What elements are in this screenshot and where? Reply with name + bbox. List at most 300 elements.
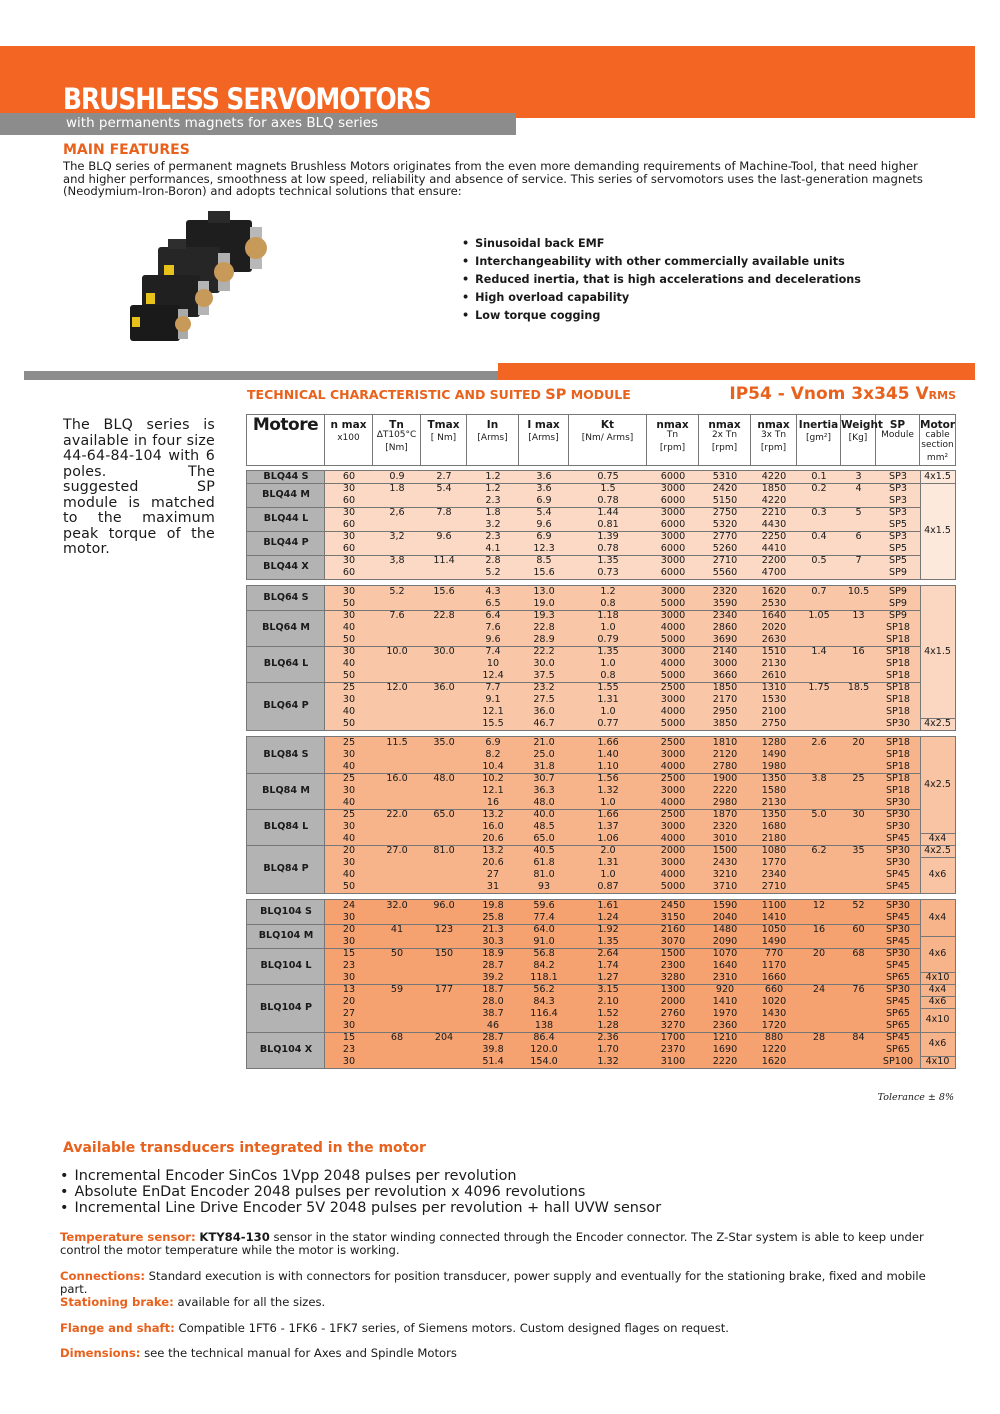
table-cell: 50 [342, 718, 356, 729]
cable-section-cell: 4x6 [928, 869, 947, 880]
table-cell: 2,6 [389, 507, 405, 518]
table-cell: 5310 [712, 471, 738, 482]
table-cell: 13 [342, 984, 356, 995]
table-cell: 3000 [712, 658, 738, 669]
table-cell: 5560 [712, 567, 738, 578]
motor-model-label: BLQ84 M [262, 785, 310, 796]
table-cell: 30 [342, 972, 356, 983]
table-cell: SP45 [885, 912, 911, 923]
table-cell: SP5 [889, 555, 907, 566]
column-header: In [Arms] [467, 415, 519, 465]
motor-model-label: BLQ104 L [260, 960, 312, 971]
table-cell: 1.4 [811, 646, 827, 657]
table-cell: 2500 [660, 682, 686, 693]
table-row [247, 634, 955, 646]
table-cell: 7.4 [485, 646, 501, 657]
table-cell: 48.0 [533, 797, 555, 808]
cable-section-cell: 4x4 [928, 984, 947, 995]
table-cell: 16.0 [386, 773, 408, 784]
table-cell: 6.2 [811, 845, 827, 856]
table-cell: 4000 [660, 761, 686, 772]
note-text: sensor in the stator winding connected through the Encoder connector. The Z-Star system is able to keep under control the motor temperature while the motor is working. [60, 1230, 924, 1257]
table-cell: 3 [855, 471, 862, 482]
table-cell: 40.5 [533, 845, 555, 856]
table-row [247, 555, 955, 567]
cable-section-cell: 4x1.5 [924, 646, 951, 657]
table-row [247, 996, 955, 1008]
table-cell: 24 [812, 984, 826, 995]
table-cell: 96.0 [433, 900, 455, 911]
table-cell: 1.10 [597, 761, 619, 772]
table-cell: 48.0 [433, 773, 455, 784]
table-cell: 2200 [761, 555, 787, 566]
table-cell: 0.1 [811, 471, 827, 482]
cable-section-cell: 4x4 [928, 912, 947, 923]
table-cell: 0.8 [600, 670, 616, 681]
feature-item: • Sinusoidal back EMF [462, 235, 861, 253]
table-cell: 3000 [660, 646, 686, 657]
table-cell: 12.0 [386, 682, 408, 693]
table-cell: SP65 [885, 1008, 911, 1019]
table-cell: 30 [852, 809, 865, 820]
table-cell: 1100 [761, 900, 787, 911]
table-row [247, 936, 955, 948]
table-cell: 123 [434, 924, 454, 935]
table-cell: 30 [342, 694, 356, 705]
table-cell: 2320 [712, 821, 738, 832]
table-cell: 5.2 [485, 567, 501, 578]
cable-section-cell: 4x2.5 [924, 845, 951, 856]
table-cell: SP30 [885, 924, 911, 935]
table-cell: 18.9 [482, 948, 504, 959]
transducer-item: • Incremental Line Drive Encoder 5V 2048 pulses per revolution + hall UVW sensor [60, 1200, 661, 1216]
table-cell: 3.8 [811, 773, 827, 784]
table-cell: 7.7 [485, 682, 501, 693]
table-cell: 1.32 [597, 785, 619, 796]
table-cell: 2750 [712, 507, 738, 518]
table-cell: 177 [434, 984, 454, 995]
table-cell: 2340 [761, 869, 787, 880]
table-row [247, 912, 955, 924]
table-cell: 3000 [660, 586, 686, 597]
table-cell: SP3 [889, 483, 907, 494]
table-cell: 3000 [660, 507, 686, 518]
table-cell: 0.4 [811, 531, 827, 542]
table-cell: 5.4 [436, 483, 452, 494]
motor-model-label: BLQ104 P [260, 1002, 312, 1013]
table-cell: 16 [486, 797, 500, 808]
table-cell: 880 [764, 1032, 784, 1043]
table-cell: 1.0 [600, 658, 616, 669]
column-header: Kt [Nm/ Arms] [569, 415, 647, 465]
cable-section-cell: 4x1.5 [924, 525, 951, 536]
table-row [247, 531, 955, 543]
table-cell: SP30 [885, 845, 911, 856]
main-features-title: MAIN FEATURES [63, 142, 190, 158]
column-header: Motor cable section mm² [920, 419, 956, 463]
table-cell: 20.6 [482, 857, 504, 868]
table-cell: 1590 [712, 900, 738, 911]
table-cell: 3.2 [485, 519, 501, 530]
table-cell: 2250 [761, 531, 787, 542]
table-cell: 48.5 [533, 821, 555, 832]
cable-section-cell: 4x1.5 [924, 471, 951, 482]
note-text: Compatible 1FT6 - 1FK6 - 1FK7 series, of Siemens motors. Custom designed flages on request. [174, 1321, 729, 1335]
table-cell: 50 [390, 948, 404, 959]
table-cell: 59 [390, 984, 404, 995]
table-cell: 1970 [712, 1008, 738, 1019]
table-cell: 1.2 [600, 586, 616, 597]
table-cell: 60 [342, 495, 356, 506]
table-row [247, 900, 955, 912]
table-cell: 0.8 [600, 598, 616, 609]
table-cell: 2710 [712, 555, 738, 566]
table-cell: 1480 [712, 924, 738, 935]
table-cell: 2130 [761, 797, 787, 808]
table-row [247, 658, 955, 670]
motor-model-label: BLQ84 P [263, 863, 309, 874]
note-text: see the technical manual for Axes and Spindle Motors [140, 1346, 457, 1360]
transducer-item: • Absolute EnDat Encoder 2048 pulses per revolution x 4096 revolutions [60, 1184, 661, 1200]
table-cell: 27.5 [533, 694, 555, 705]
table-cell: 31.8 [533, 761, 555, 772]
table-cell: 37.5 [533, 670, 555, 681]
table-cell: SP3 [889, 495, 907, 506]
table-cell: 1300 [660, 984, 686, 995]
table-cell: 16 [852, 646, 865, 657]
note-stationing-brake [60, 1296, 940, 1309]
table-row [247, 519, 955, 531]
table-header [246, 414, 956, 466]
note-text: Standard execution is with connectors for position transducer, power supply and eventually for the stationing brake, fixed and mobile part. [60, 1269, 926, 1296]
table-cell: 9.6 [536, 519, 552, 530]
table-cell: 1810 [712, 737, 738, 748]
table-cell: 15 [342, 1032, 356, 1043]
tech-title-sp: SP [545, 387, 567, 403]
table-cell: 30 [342, 586, 356, 597]
features-list [462, 235, 861, 325]
table-cell: SP18 [885, 706, 911, 717]
table-cell: 1.0 [600, 869, 616, 880]
table-cell: 30 [342, 646, 356, 657]
table-cell: 25 [852, 773, 865, 784]
table-cell: SP45 [885, 996, 911, 1007]
table-row [247, 869, 955, 881]
table-cell: 25 [342, 682, 356, 693]
table-cell: 30 [342, 1020, 356, 1031]
table-cell: 28.0 [482, 996, 504, 1007]
column-header: n max x100 [325, 415, 373, 465]
table-cell: 1.55 [597, 682, 619, 693]
table-cell: SP30 [885, 857, 911, 868]
table-cell: 5 [855, 507, 862, 518]
table-cell: 1490 [761, 749, 787, 760]
table-cell: 2160 [660, 924, 686, 935]
table-cell: 4410 [761, 543, 787, 554]
table-cell: SP30 [885, 984, 911, 995]
table-cell: 30 [342, 936, 356, 947]
tolerance-note: Tolerance ± 8% [877, 1092, 954, 1103]
table-cell: 35.0 [433, 737, 455, 748]
table-cell: 1350 [761, 773, 787, 784]
table-cell: 6000 [660, 471, 686, 482]
column-header: Inertia [gm²] [797, 415, 841, 465]
table-cell: 1410 [761, 912, 787, 923]
table-cell: 0.5 [811, 555, 827, 566]
table-cell: SP5 [889, 543, 907, 554]
ip-rating-text: IP54 - Vnom 3x345 V [729, 384, 929, 404]
table-cell: 150 [434, 948, 454, 959]
table-cell: 5000 [660, 718, 686, 729]
table-cell: 1530 [761, 694, 787, 705]
table-cell: SP30 [885, 900, 911, 911]
table-cell: 2020 [761, 622, 787, 633]
table-cell: 1.31 [597, 694, 619, 705]
cable-section-cell: 4x2.5 [924, 718, 951, 729]
table-cell: 1.0 [600, 797, 616, 808]
table-cell: 3270 [660, 1020, 686, 1031]
table-cell: 6.4 [485, 610, 501, 621]
cable-section-cell: 4x10 [925, 972, 950, 983]
table-cell: 118.1 [530, 972, 558, 983]
note-label: Connections: [60, 1269, 145, 1283]
table-cell: SP9 [889, 567, 907, 578]
table-cell: 10 [486, 658, 500, 669]
table-row [247, 737, 955, 749]
table-cell: 1720 [761, 1020, 787, 1031]
table-cell: 28.9 [533, 634, 555, 645]
table-cell: 1.06 [597, 833, 619, 844]
table-cell: 2.36 [597, 1032, 619, 1043]
table-cell: 5260 [712, 543, 738, 554]
table-cell: 60 [342, 567, 356, 578]
table-cell: 0.2 [811, 483, 827, 494]
table-cell: SP3 [889, 507, 907, 518]
motor-model-label: BLQ64 S [263, 592, 309, 603]
table-cell: 10.5 [847, 586, 870, 597]
table-cell: 1070 [712, 948, 738, 959]
table-cell: 0.81 [597, 519, 619, 530]
note-connections [60, 1270, 940, 1295]
table-cell: 1410 [712, 996, 738, 1007]
table-cell: 2.3 [485, 495, 501, 506]
note-label: Flange and shaft: [60, 1321, 175, 1335]
table-cell: 3210 [712, 869, 738, 880]
table-cell: 22.8 [433, 610, 455, 621]
table-cell: 3.6 [536, 471, 552, 482]
table-cell: 1.2 [485, 483, 501, 494]
table-cell: 2430 [712, 857, 738, 868]
table-row [247, 694, 955, 706]
table-cell: 3000 [660, 749, 686, 760]
motor-model-label: BLQ84 L [263, 821, 309, 832]
motor-model-label: BLQ104 S [260, 906, 312, 917]
table-cell: 46 [486, 1020, 500, 1031]
table-row [247, 833, 955, 845]
table-cell: 40 [342, 869, 356, 880]
table-cell: 40 [342, 658, 356, 669]
table-cell: 4000 [660, 658, 686, 669]
table-cell: 6 [855, 531, 862, 542]
motor-model-label: BLQ44 S [263, 471, 309, 482]
table-cell: SP3 [889, 531, 907, 542]
table-cell: 154.0 [530, 1056, 558, 1067]
main-features-text: The BLQ series of permanent magnets Brushless Motors originates from the even more demanding requirements of Machine-Tool, that need higher and higher performances, smoothness at low speed, reliability and absence of service. This series of servomotors uses the last-generation magnets (Neodymium-Iron-Boron) and adopts technical solutions that ensure: [63, 159, 923, 198]
table-cell: SP30 [885, 948, 911, 959]
table-cell: 2450 [660, 900, 686, 911]
table-cell: SP45 [885, 833, 911, 844]
motor-model-label: BLQ44 M [262, 489, 310, 500]
table-cell: SP65 [885, 972, 911, 983]
column-header: nmax 3x Tn [rpm] [751, 415, 797, 465]
table-cell: 1.66 [597, 737, 619, 748]
table-cell: 40 [342, 797, 356, 808]
table-cell: 1500 [712, 845, 738, 856]
motor-model-label: BLQ104 X [259, 1044, 313, 1055]
table-cell: 6.9 [485, 737, 501, 748]
table-cell: SP18 [885, 761, 911, 772]
table-cell: 1.37 [597, 821, 619, 832]
table-cell: 30 [342, 749, 356, 760]
note-strong: KTY84-130 [199, 1230, 270, 1244]
table-cell: 2.64 [597, 948, 619, 959]
table-cell: 2760 [660, 1008, 686, 1019]
table-cell: 46.7 [533, 718, 555, 729]
table-cell: 40.0 [533, 809, 555, 820]
table-cell: 15 [342, 948, 356, 959]
table-cell: 1.5 [600, 483, 616, 494]
table-cell: 68 [852, 948, 865, 959]
table-cell: 19.0 [533, 598, 555, 609]
table-row [247, 1032, 955, 1044]
table-cell: 3150 [660, 912, 686, 923]
cable-section-cell: 4x2.5 [924, 779, 951, 790]
table-cell: 1.74 [597, 960, 619, 971]
table-cell: 68 [390, 1032, 404, 1043]
table-row [247, 785, 955, 797]
table-cell: 1.44 [597, 507, 619, 518]
table-row [247, 646, 955, 658]
table-cell: 2340 [712, 610, 738, 621]
table-cell: 20 [342, 996, 356, 1007]
table-cell: 30.0 [533, 658, 555, 669]
table-cell: 0.78 [597, 495, 619, 506]
table-cell: 2.8 [485, 555, 501, 566]
table-cell: 1620 [761, 1056, 787, 1067]
table-cell: 3690 [712, 634, 738, 645]
table-cell: SP18 [885, 737, 911, 748]
table-row [247, 821, 955, 833]
table-cell: SP9 [889, 610, 907, 621]
table-cell: 2500 [660, 773, 686, 784]
table-cell: 920 [715, 984, 735, 995]
table-cell: SP45 [885, 869, 911, 880]
table-cell: 77.4 [533, 912, 555, 923]
table-cell: 1980 [761, 761, 787, 772]
table-row [247, 1020, 955, 1032]
table-row [247, 706, 955, 718]
table-cell: 6000 [660, 543, 686, 554]
table-cell: 1.75 [808, 682, 830, 693]
series-description: The BLQ series is available in four size 44-64-84-104 with 6 poles. The suggested SP module is matched to the maximum peak torque of the motor. [63, 417, 215, 557]
table-cell: SP45 [885, 1032, 911, 1043]
table-cell: 2180 [761, 833, 787, 844]
table-cell: 28 [812, 1032, 826, 1043]
table-cell: 32.0 [386, 900, 408, 911]
table-cell: 1.35 [597, 936, 619, 947]
table-cell: 1640 [712, 960, 738, 971]
table-cell: 81.0 [533, 869, 555, 880]
table-cell: 0.3 [811, 507, 827, 518]
cable-section-cell: 4x6 [928, 948, 947, 959]
table-cell: SP18 [885, 773, 911, 784]
table-cell: 22.0 [386, 809, 408, 820]
table-cell: 93 [537, 881, 551, 892]
table-cell: 9.6 [485, 634, 501, 645]
table-cell: 6000 [660, 567, 686, 578]
servomotors-photo [124, 205, 274, 355]
table-cell: 1900 [712, 773, 738, 784]
table-cell: 13.0 [533, 586, 555, 597]
table-cell: 25.0 [533, 749, 555, 760]
table-cell: 30 [342, 857, 356, 868]
column-header: nmax Tn [rpm] [647, 415, 699, 465]
table-cell: 3000 [660, 555, 686, 566]
table-cell: 35 [852, 845, 865, 856]
table-cell: 30.0 [433, 646, 455, 657]
table-cell: 28.7 [482, 1032, 504, 1043]
table-cell: 1.0 [600, 622, 616, 633]
table-cell: 11.4 [433, 555, 455, 566]
table-row [247, 749, 955, 761]
table-cell: 15.6 [433, 586, 455, 597]
table-cell: 2210 [761, 507, 787, 518]
table-cell: 12.1 [482, 706, 504, 717]
table-cell: 0.75 [597, 471, 619, 482]
table-cell: 5000 [660, 881, 686, 892]
table-cell: 1700 [660, 1032, 686, 1043]
table-cell: 1620 [761, 586, 787, 597]
table-cell: 76 [852, 984, 865, 995]
table-cell: 13 [852, 610, 865, 621]
table-cell: 2.6 [811, 737, 827, 748]
table-cell: 20.6 [482, 833, 504, 844]
table-cell: 1.39 [597, 531, 619, 542]
table-cell: 4.3 [485, 586, 501, 597]
table-cell: 0.79 [597, 634, 619, 645]
table-row [247, 682, 955, 694]
table-cell: 1580 [761, 785, 787, 796]
table-cell: 1510 [761, 646, 787, 657]
table-cell: 3100 [660, 1056, 686, 1067]
table-cell: 5.0 [811, 809, 827, 820]
table-cell: 56.8 [533, 948, 555, 959]
table-cell: 27 [342, 1008, 356, 1019]
transducers-list [60, 1168, 661, 1216]
table-cell: SP45 [885, 881, 911, 892]
table-cell: 3.15 [597, 984, 619, 995]
table-cell: 1430 [761, 1008, 787, 1019]
table-cell: 1850 [761, 483, 787, 494]
table-cell: 60 [342, 519, 356, 530]
table-cell: 22.2 [533, 646, 555, 657]
table-cell: 1.28 [597, 1020, 619, 1031]
feature-item: • Low torque cogging [462, 307, 861, 325]
section-orange-bar [498, 363, 975, 380]
table-cell: 64.0 [533, 924, 555, 935]
cable-section-cell: 4x6 [928, 1038, 947, 1049]
table-cell: 9.6 [436, 531, 452, 542]
